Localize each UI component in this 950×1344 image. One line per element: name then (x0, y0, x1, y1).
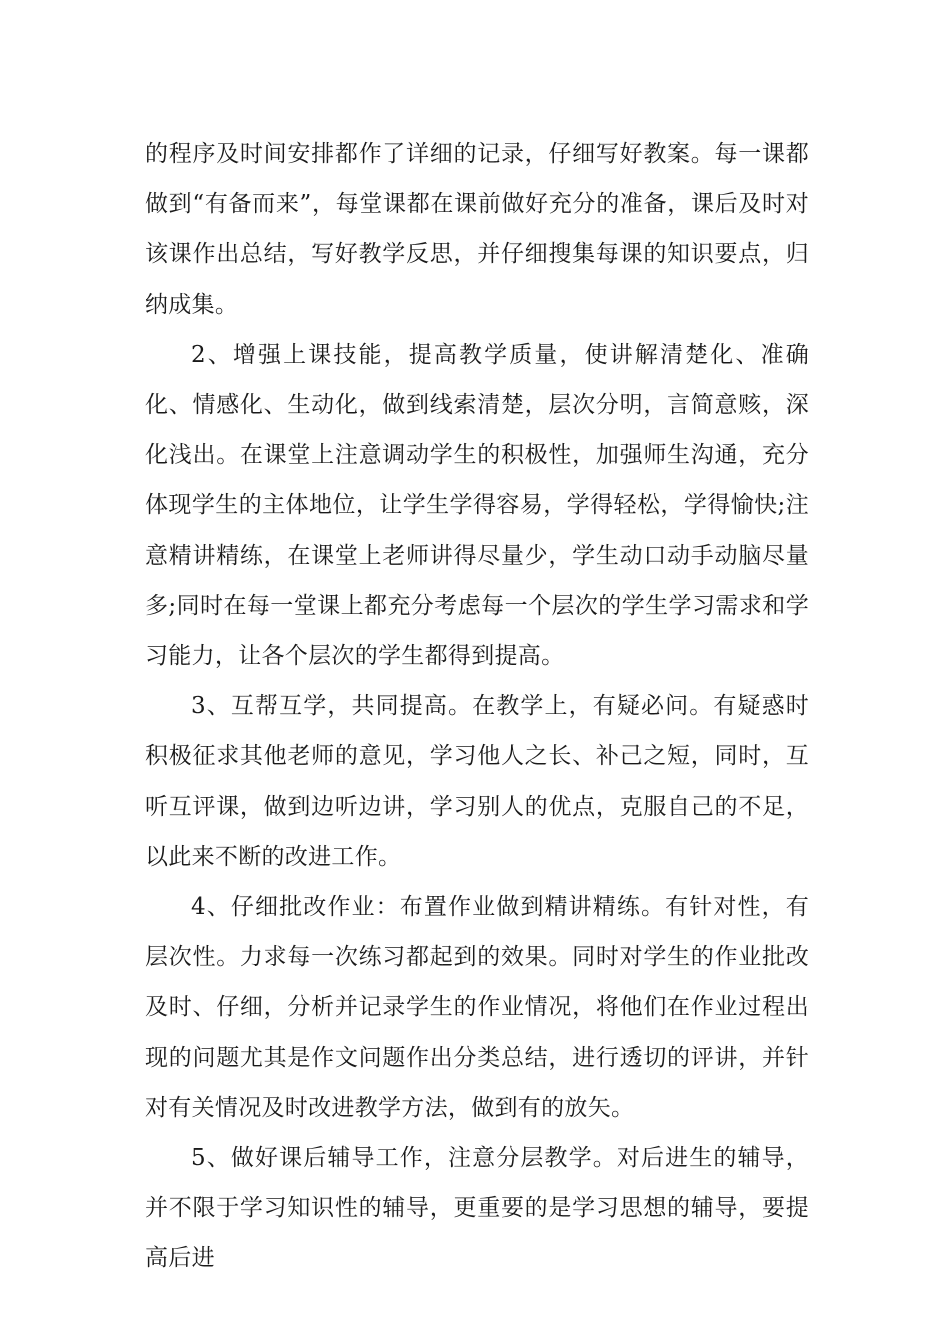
paragraph-item-4: 4、仔细批改作业：布置作业做到精讲精练。有针对性，有层次性。力求每一次练习都起到的效果。同时对学生的作业批改及时、仔细，分析并记录学生的作业情况，将他们在作业过程出现的问题尤其是作文问题作出分类总结，进行透切的评讲，并针对有关情况及时改进教学方法，做到有的放矢。 (145, 894, 809, 1121)
paragraph-item-5: 5、做好课后辅导工作，注意分层教学。对后进生的辅导，并不限于学习知识性的辅导，更重要的是学习思想的辅导，要提高后进 (145, 1145, 809, 1272)
paragraph-item-3: 3、互帮互学，共同提高。在教学上，有疑必问。有疑惑时积极征求其他老师的意见，学习他人之长、补己之短，同时，互听互评课，做到边听边讲，学习别人的优点，克服自己的不足，以此来不断的改进工作。 (145, 693, 809, 870)
document-body (145, 129, 809, 1284)
paragraph-item-2: 2、增强上课技能，提高教学质量，使讲解清楚化、准确化、情感化、生动化，做到线索清楚，层次分明，言简意赅，深化浅出。在课堂上注意调动学生的积极性，加强师生沟通，充分体现学生的主体地位，让学生学得容易，学得轻松，学得愉快;注意精讲精练，在课堂上老师讲得尽量少，学生动口动手动脑尽量多;同时在每一堂课上都充分考虑每一个层次的学生学习需求和学习能力，让各个层次的学生都得到提高。 (145, 341, 809, 670)
paragraph-continuation: 的程序及时间安排都作了详细的记录，仔细写好教案。每一课都做到“有备而来”，每堂课都在课前做好充分的准备，课后及时对该课作出总结，写好教学反思，并仔细搜集每课的知识要点，归纳成集。 (145, 141, 809, 318)
